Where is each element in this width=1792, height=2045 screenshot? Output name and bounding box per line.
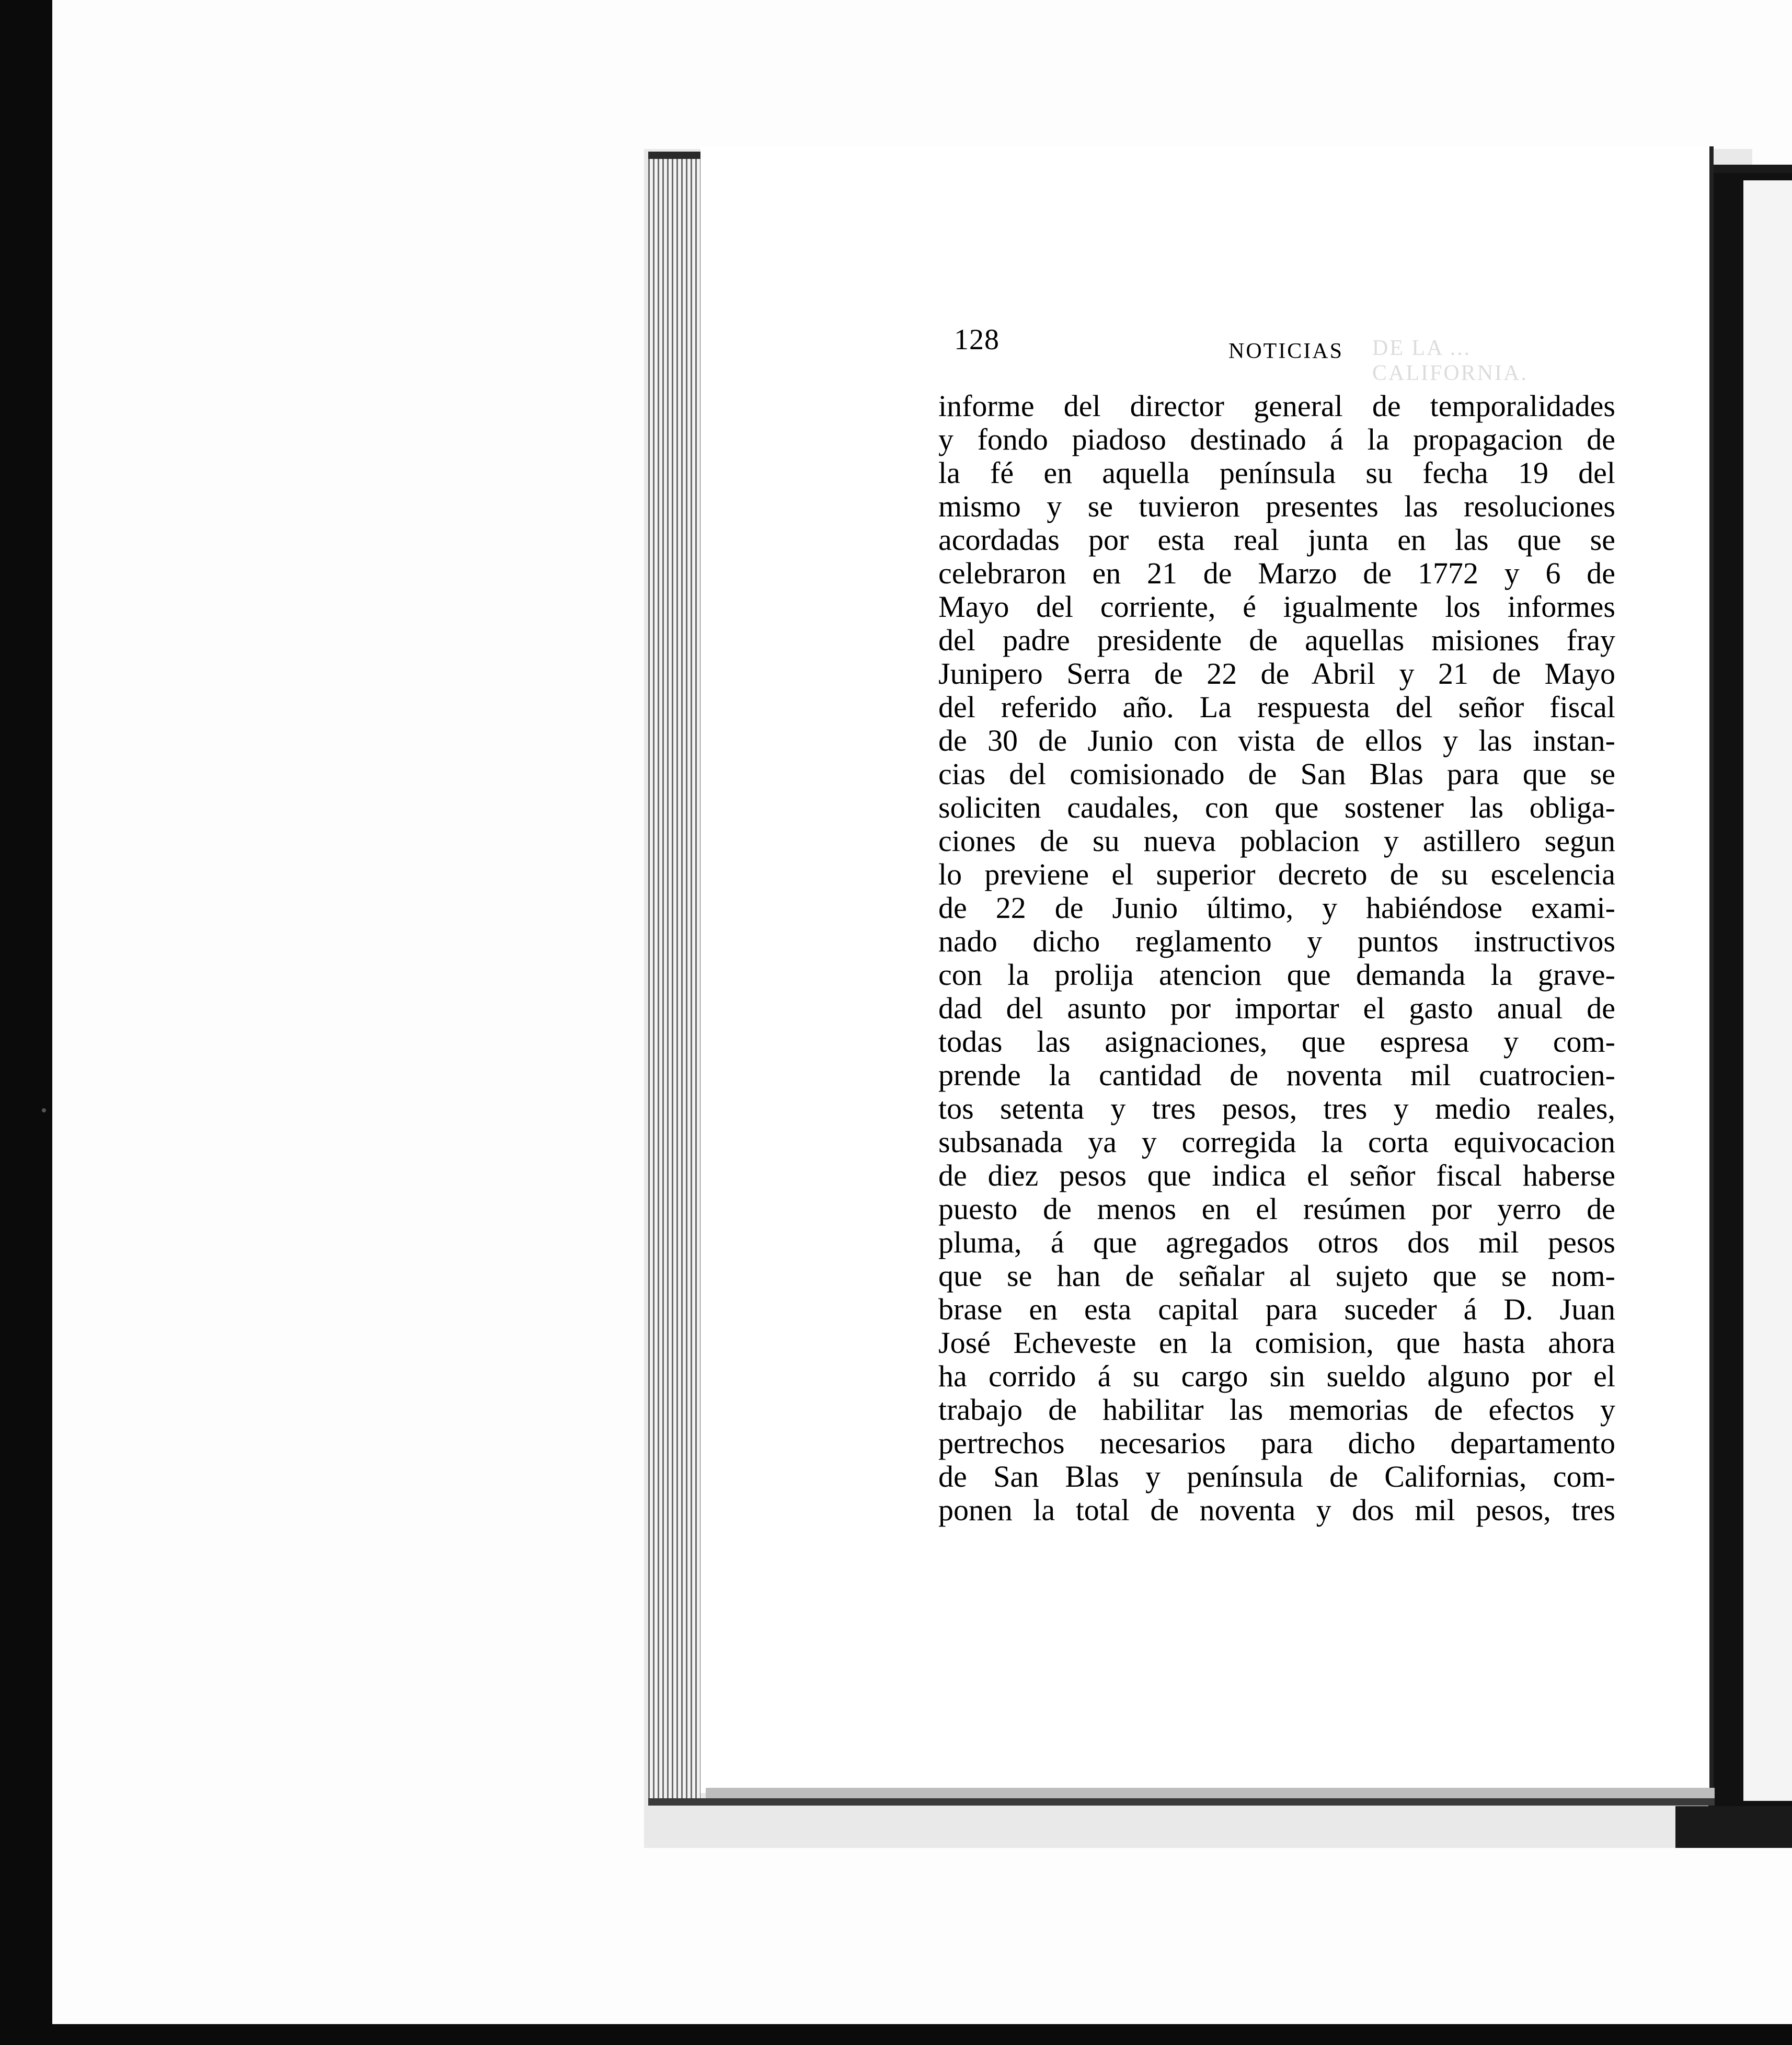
- running-head: NOTICIAS: [1228, 339, 1343, 363]
- page-header: [954, 323, 1634, 385]
- text-line: ciones de su nueva poblacion y astillero segun: [938, 824, 1615, 858]
- text-line: ha corrido á su cargo sin sueldo alguno por el: [938, 1359, 1615, 1393]
- text-line: soliciten caudales, con que sostener las obliga-: [938, 790, 1615, 824]
- text-line: Junipero Serra de 22 de Abril y 21 de Mayo: [938, 657, 1615, 691]
- text-line: que se han de señalar al sujeto que se nom-: [938, 1259, 1615, 1293]
- body-text: [938, 389, 1615, 1527]
- film-bottom-margin: [0, 2024, 1792, 2045]
- text-line: cias del comisionado de San Blas para que se: [938, 757, 1615, 791]
- text-line: dad del asunto por importar el gasto anual de: [938, 991, 1615, 1025]
- text-line: del referido año. La respuesta del señor fiscal: [938, 690, 1615, 724]
- text-line: prende la cantidad de noventa mil cuatrocien-: [938, 1058, 1615, 1092]
- cover-bottom-edge: [1675, 1806, 1792, 1848]
- text-line: y fondo piadoso destinado á la propagacion de: [938, 422, 1615, 456]
- text-line: la fé en aquella península su fecha 19 del: [938, 456, 1615, 490]
- text-line: José Echeveste en la comision, que hasta ahora: [938, 1326, 1615, 1360]
- text-line: de San Blas y península de Californias, com-: [938, 1460, 1615, 1493]
- film-speck: [42, 1108, 46, 1112]
- text-line: todas las asignaciones, que espresa y com-: [938, 1025, 1615, 1059]
- text-line: lo previene el superior decreto de su escelencia: [938, 857, 1615, 891]
- page-edges-bottom: [648, 1798, 1715, 1806]
- text-line: de 30 de Junio con vista de ellos y las instan-: [938, 723, 1615, 757]
- text-line: de 22 de Junio último, y habiéndose exami-: [938, 891, 1615, 925]
- text-line: brase en esta capital para suceder á D. Juan: [938, 1292, 1615, 1326]
- facing-page-edge: [1743, 180, 1792, 1801]
- text-line: subsanada ya y corregida la corta equivocacion: [938, 1125, 1615, 1159]
- page-bottom-shadow: [706, 1788, 1715, 1798]
- bleed-through-text: DE LA ... CALIFORNIA.: [1372, 336, 1528, 385]
- text-line: nado dicho reglamento y puntos instructivos: [938, 924, 1615, 958]
- text-line: tos setenta y tres pesos, tres y medio reales,: [938, 1092, 1615, 1125]
- text-line: de diez pesos que indica el señor fiscal haberse: [938, 1158, 1615, 1192]
- text-line: trabajo de habilitar las memorias de efectos y: [938, 1393, 1615, 1427]
- page-number: 128: [954, 324, 1000, 356]
- text-line: puesto de menos en el resúmen por yerro de: [938, 1192, 1615, 1226]
- text-line: pertrechos necesarios para dicho departamento: [938, 1426, 1615, 1460]
- text-line: informe del director general de temporalidades: [938, 389, 1615, 423]
- text-line: mismo y se tuvieron presentes las resoluciones: [938, 489, 1615, 523]
- text-line: del padre presidente de aquellas misiones fray: [938, 623, 1615, 657]
- film-left-margin: [0, 0, 52, 2045]
- page-edges-stack: [648, 152, 700, 1803]
- text-line: con la prolija atencion que demanda la grave-: [938, 958, 1615, 992]
- text-line: Mayo del corriente, é igualmente los informes: [938, 590, 1615, 624]
- text-line: celebraron en 21 de Marzo de 1772 y 6 de: [938, 556, 1615, 590]
- text-line: pluma, á que agregados otros dos mil pesos: [938, 1225, 1615, 1259]
- text-line: ponen la total de noventa y dos mil pesos, tres: [938, 1493, 1615, 1527]
- text-line: acordadas por esta real junta en las que se: [938, 523, 1615, 557]
